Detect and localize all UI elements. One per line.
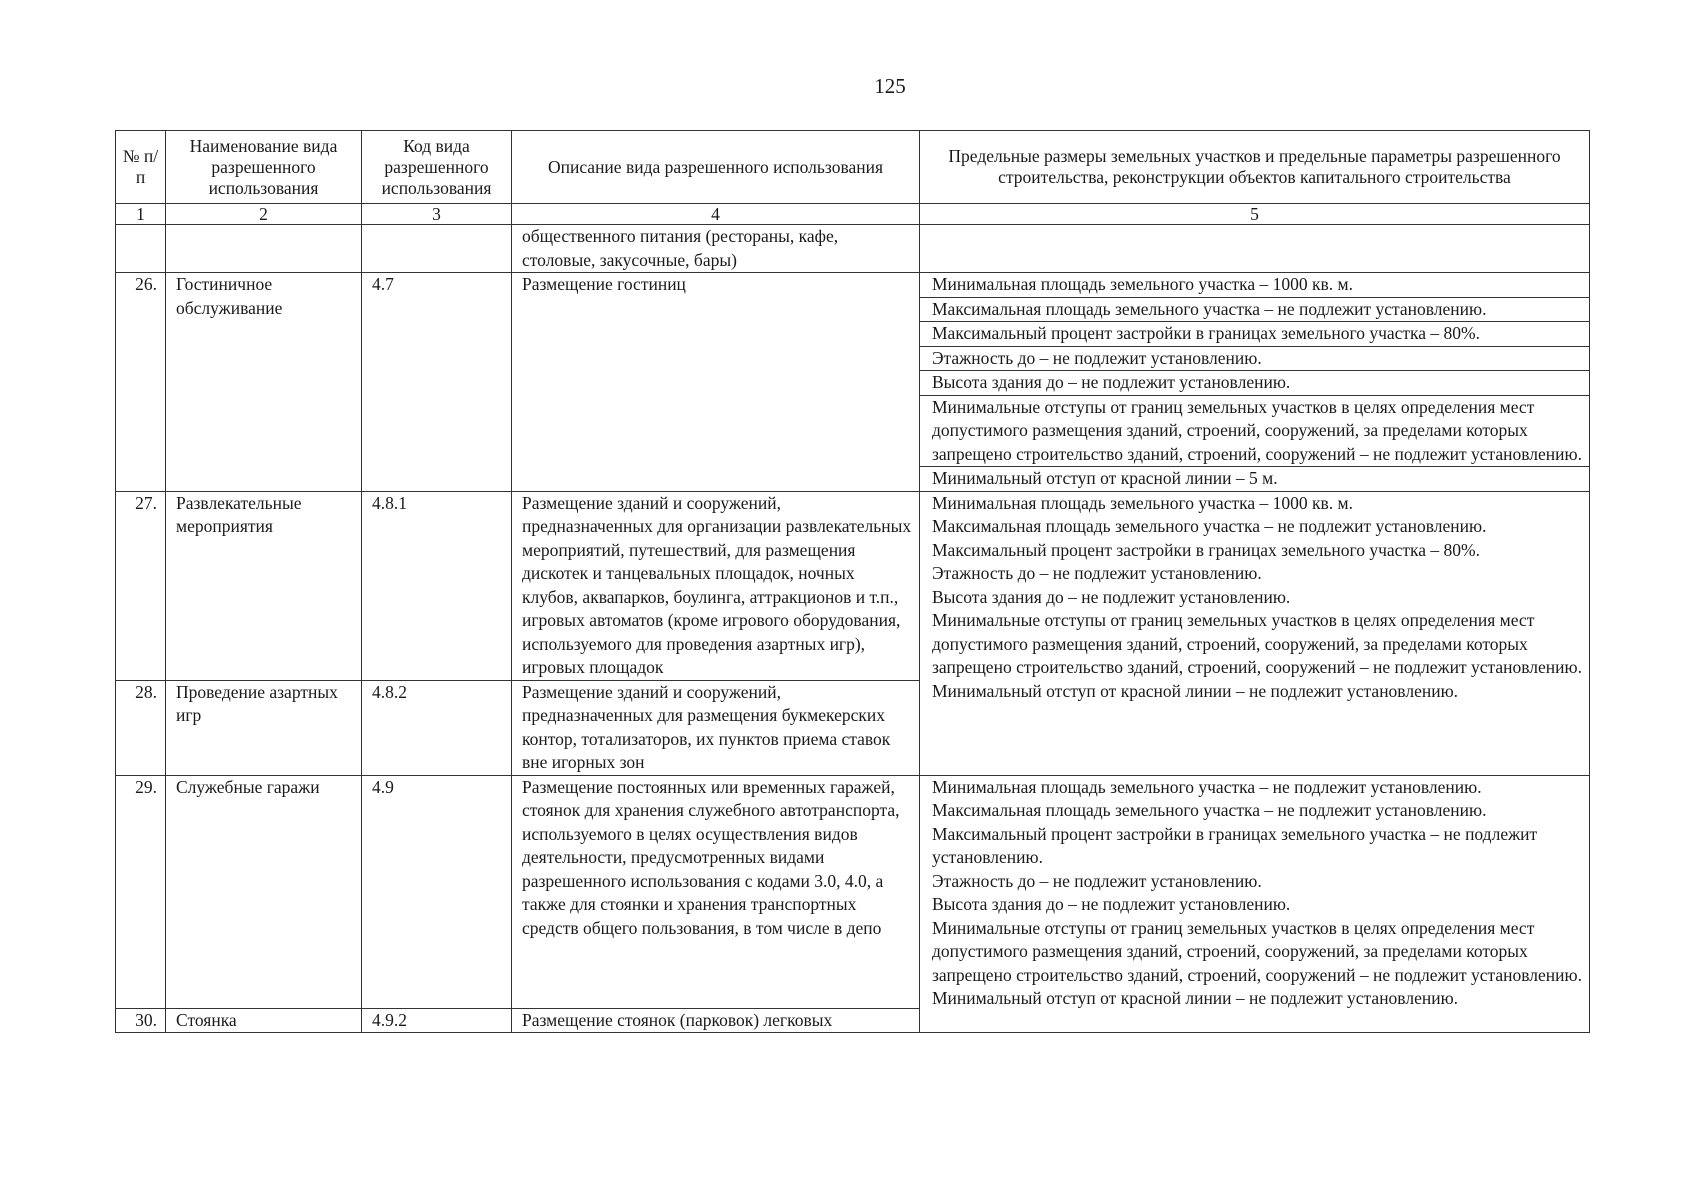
- header-params: Предельные размеры земельных участков и предельные параметры разрешенного строительства, реконструкции объектов капитального строительства: [920, 131, 1590, 204]
- column-number: 1: [116, 204, 166, 225]
- cell-name: Стоянка: [166, 1008, 362, 1033]
- cell-number: 27.: [116, 491, 166, 680]
- param-line: Максимальный процент застройки в границах земельного участка – 80%.: [932, 539, 1481, 560]
- cell-code: 4.7: [362, 273, 512, 492]
- page-number: 125: [874, 74, 906, 98]
- table-header-row: [116, 131, 1590, 204]
- cell-number: 29.: [116, 775, 166, 1008]
- param-line: Минимальные отступы от границ земельных участков в целях определения мест допустимого размещения зданий, строений, сооружений, за пределами которых запрещено строительство зданий, строений, сооружений – не подлежит установлению.: [932, 917, 1582, 985]
- cell-code: 4.9: [362, 775, 512, 1008]
- header-code: Код вида разрешенного использования: [362, 131, 512, 204]
- cell-number: 28.: [116, 680, 166, 775]
- param-line: Минимальная площадь земельного участка – не подлежит установлению.: [932, 776, 1482, 797]
- column-number: 3: [362, 204, 512, 225]
- param-line: Этажность до – не подлежит установлению.: [920, 347, 1589, 372]
- param-line: Минимальный отступ от красной линии – не подлежит установлению.: [932, 680, 1459, 701]
- cell-description: Размещение постоянных или временных гаражей, стоянок для хранения служебного автотранспорта, используемого в целях осуществления видов деятельности, предусмотренных видами разрешенного использования с кодами 3.0, 4.0, а также для стоянки и хранения транспортных средств общего пользования, в том числе в депо: [512, 775, 920, 1008]
- table-row: [116, 273, 1590, 492]
- column-number: 5: [920, 204, 1590, 225]
- cell-description: Размещение зданий и сооружений, предназначенных для размещения букмекерских контор, тотализаторов, их пунктов приема ставок вне игорных зон: [512, 680, 920, 775]
- param-line: Минимальный отступ от красной линии – не подлежит установлению.: [932, 988, 1459, 1008]
- cell-params: [920, 491, 1590, 775]
- table-row: [116, 491, 1590, 680]
- cell-description: Размещение гостиниц: [512, 273, 920, 492]
- param-line: Минимальные отступы от границ земельных участков в целях определения мест допустимого размещения зданий, строений, сооружений, за пределами которых запрещено строительство зданий, строений, сооружений – не подлежит установлению.: [920, 396, 1589, 468]
- column-number: 4: [512, 204, 920, 225]
- cell-code: 4.8.2: [362, 680, 512, 775]
- cell-name: Развлекательные мероприятия: [166, 491, 362, 680]
- cell-params: [920, 775, 1590, 1033]
- cell-number: 26.: [116, 273, 166, 492]
- param-line: Максимальная площадь земельного участка – не подлежит установлению.: [932, 516, 1487, 536]
- param-line: Максимальная площадь земельного участка – не подлежит установлению.: [920, 298, 1589, 323]
- param-line: Минимальная площадь земельного участка – 1000 кв. м.: [920, 273, 1589, 298]
- cell-params: [920, 273, 1590, 492]
- cell-name: Проведение азартных игр: [166, 680, 362, 775]
- cell-empty: [116, 225, 166, 273]
- regulations-table: [115, 130, 1590, 1033]
- column-number: 2: [166, 204, 362, 225]
- cell-name: Гостиничное обслуживание: [166, 273, 362, 492]
- cell-code: 4.9.2: [362, 1008, 512, 1033]
- cell-empty: [920, 225, 1590, 273]
- param-line: Минимальный отступ от красной линии – 5 м.: [932, 468, 1278, 488]
- param-line: Максимальная площадь земельного участка – не подлежит установлению.: [932, 800, 1487, 820]
- header-name: Наименование вида разрешенного использования: [166, 131, 362, 204]
- param-line: Минимальная площадь земельного участка – 1000 кв. м.: [932, 492, 1353, 513]
- param-line: Этажность до – не подлежит установлению.: [932, 870, 1262, 891]
- cell-code: 4.8.1: [362, 491, 512, 680]
- cell-empty: [362, 225, 512, 273]
- param-line: Высота здания до – не подлежит установлению.: [932, 894, 1291, 914]
- table-row: [116, 775, 1590, 1008]
- header-number: № п/п: [116, 131, 166, 204]
- param-line: Минимальные отступы от границ земельных участков в целях определения мест допустимого размещения зданий, строений, сооружений, за пределами которых запрещено строительство зданий, строений, сооружений – не подлежит установлению.: [932, 610, 1582, 677]
- column-numbers-row: [116, 204, 1590, 225]
- param-line: Максимальный процент застройки в границах земельного участка – 80%.: [920, 322, 1589, 347]
- cell-description: общественного питания (рестораны, кафе, столовые, закусочные, бары): [512, 225, 920, 273]
- cell-name: Служебные гаражи: [166, 775, 362, 1008]
- param-line: Высота здания до – не подлежит установлению.: [932, 586, 1291, 607]
- cell-empty: [166, 225, 362, 273]
- cell-description: Размещение стоянок (парковок) легковых: [512, 1008, 920, 1033]
- cell-number: 30.: [116, 1008, 166, 1033]
- cell-description: Размещение зданий и сооружений, предназначенных для организации развлекательных мероприятий, путешествий, для размещения дискотек и танцевальных площадок, ночных клубов, аквапарков, боулинга, аттракционов и т.п., игровых автоматов (кроме игрового оборудования, используемого для проведения азартных игр), игровых площадок: [512, 491, 920, 680]
- param-line: Этажность до – не подлежит установлению.: [932, 563, 1262, 583]
- table-row-continuation: [116, 225, 1590, 273]
- param-line: Высота здания до – не подлежит установлению.: [920, 371, 1589, 396]
- param-line: Максимальный процент застройки в границах земельного участка – не подлежит установлению.: [932, 823, 1538, 867]
- header-description: Описание вида разрешенного использования: [512, 131, 920, 204]
